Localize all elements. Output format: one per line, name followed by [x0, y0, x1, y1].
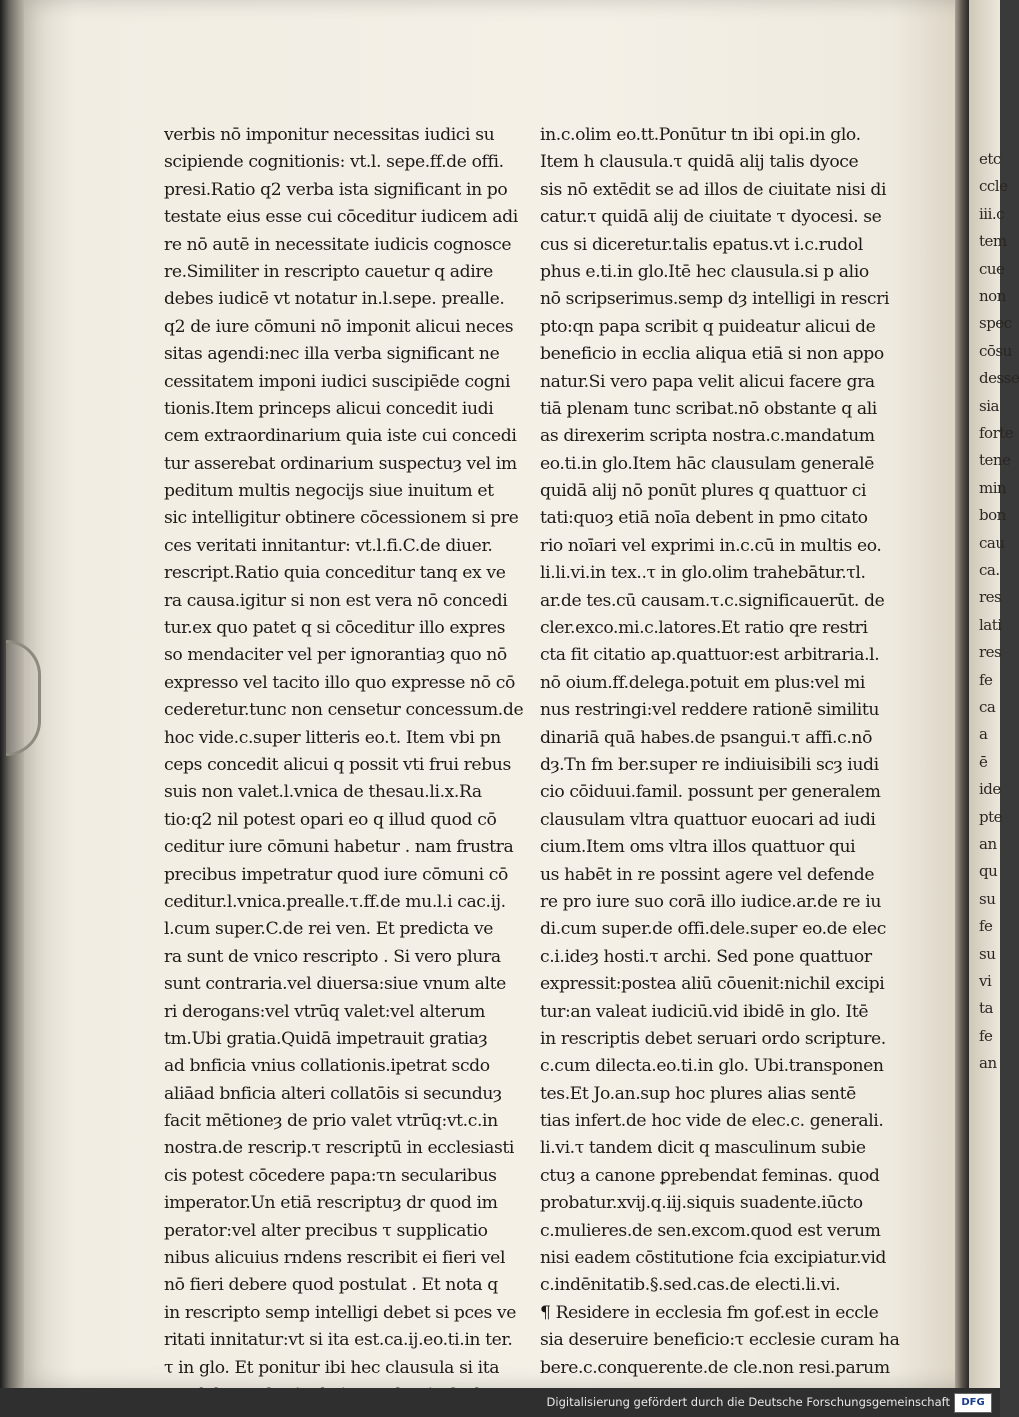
left-text-line: ri derogans:vel vtrūq valet:vel alterum [164, 1001, 486, 1022]
left-text-line: re nō autē in necessitate iudicis cognosce [164, 234, 512, 255]
left-text-line: rescript.Ratio quia conceditur tanq ex ve [164, 563, 506, 584]
right-text-line: as direxerim scripta nostra.c.mandatum [540, 426, 875, 447]
right-text-line: rio noīari vel exprimi in.c.cū in multis eo. [540, 535, 882, 556]
left-text-line: imperator.Un etiā rescriptuȝ dr quod im [164, 1193, 498, 1214]
right-text-line: in.c.olim eo.tt.Ponūtur tn ibi opi.in glo. [540, 125, 861, 145]
next-page-fragment: tene [979, 451, 1011, 470]
right-text-line: c.mulieres.de sen.excom.quod est verum [540, 1220, 881, 1241]
next-page-fragment: fe [979, 1026, 993, 1045]
right-text-line: c.i.ideȝ hosti.τ archi. Sed pone quattuor [540, 946, 872, 967]
right-text-line: ¶ Residere in ecclesia fm gof.est in eccle [540, 1302, 879, 1323]
left-text-line: suis non valet.l.vnica de thesau.li.x.Ra [164, 782, 482, 803]
next-page-fragment: an [979, 1054, 997, 1073]
right-text-line: nus restringi:vel reddere rationē similitu [540, 700, 880, 721]
next-page-fragment: ta [979, 999, 993, 1018]
left-text-line: so mendaciter vel per ignorantiaȝ quo nō [164, 645, 507, 666]
right-text-line: phus e.ti.in glo.Itē hec clausula.si p alio [540, 261, 869, 282]
right-text-line: tiā plenam tunc scribat.nō obstante q ali [540, 398, 877, 419]
next-page-fragment: qu [979, 862, 998, 881]
left-text-line: ad bnficia vnius collationis.ipetrat scdo [164, 1056, 490, 1077]
next-page-fragment: ca [979, 698, 996, 716]
funding-notice: Digitalisierung gefördert durch die Deutsche Forschungsgemeinschaft [546, 1395, 950, 1409]
left-text-line: testate eius esse cui cōceditur iudicem adi [164, 207, 518, 228]
right-text-line: pto:qn papa scribit q puideatur alicui de [540, 316, 876, 337]
book-gutter [955, 0, 969, 1388]
left-text-line: facit mētioneȝ de prio valet vtrūq:vt.c.in [164, 1111, 498, 1132]
left-text-line: tio:q2 nil potest opari eo q illud quod cō [164, 809, 497, 830]
left-text-line: nō fieri debere quod postulat . Et nota q [164, 1275, 498, 1296]
left-text-line: q2 de iure cōmuni nō imponit alicui neces [164, 316, 514, 337]
next-page-fragment: res [979, 588, 1002, 607]
next-page-fragment: iii.c [979, 204, 1005, 223]
right-text-line: c.indēnitatib.§.sed.cas.de electi.li.vi. [540, 1275, 841, 1296]
left-text-line: τ in glo. Et ponitur ibi hec clausula si ita [164, 1357, 500, 1378]
next-page-fragment: ca. [979, 561, 1000, 579]
left-text-line: presi.Ratio q2 verba ista significant in po [164, 179, 508, 200]
right-text-column [540, 122, 902, 1382]
footer-bar [0, 1388, 1000, 1417]
next-page-fragment: cau [979, 533, 1005, 552]
right-text-line: bere.c.conquerente.de cle.non resi.parum [540, 1357, 890, 1378]
right-text-line: di.cum super.de offi.dele.super eo.de elec [540, 919, 886, 940]
right-text-line: Item h clausula.τ quidā alij talis dyoce [540, 152, 859, 173]
left-text-line: ra causa.igitur si non est vera nō concedi [164, 590, 508, 611]
next-page-fragment: fe [979, 917, 993, 936]
right-text-line: re pro iure suo corā illo iudice.ar.de re iu [540, 891, 882, 912]
next-page-fragment: cue [979, 259, 1005, 278]
right-text-line: us habēt in re possint agere vel defende [540, 864, 875, 885]
right-text-line: eo.ti.in glo.Item hāc clausulam generalē [540, 453, 875, 474]
page-clip [6, 640, 41, 756]
left-text-line: ces veritati innitantur: vt.l.fi.C.de diuer. [164, 535, 493, 556]
right-text-line: ctuȝ a canone ꝑprebendat feminas. quod [540, 1165, 880, 1186]
next-page-edge [969, 0, 1019, 1388]
left-text-line: aliāad bnficia alteri collatōis si secunduȝ [164, 1083, 502, 1104]
left-text-line: scipiende cognitionis: vt.l. sepe.ff.de offi. [164, 152, 504, 173]
next-page-fragment: forte [979, 424, 1014, 442]
next-page-fragment: tem [979, 232, 1007, 251]
left-text-line: sunt contraria.vel diuersa:siue vnum alte [164, 974, 506, 995]
right-text-line: tias infert.de hoc vide de elec.c. generali. [540, 1111, 884, 1132]
left-text-line: expresso vel tacito illo quo expresse nō cō [164, 672, 515, 693]
right-text-line: dinariā quā habes.de psangui.τ affi.c.nō [540, 727, 873, 748]
right-text-line: expressit:postea aliū cōuenit:nichil excipi [540, 974, 885, 995]
right-text-line: ar.de tes.cū causam.τ.c.significauerūt. de [540, 590, 885, 611]
left-text-line: nostra.de rescrip.τ rescriptū in ecclesiasti [164, 1138, 514, 1159]
next-page-fragment: su [979, 944, 996, 963]
right-text-line: nō oium.ff.delega.potuit em plus:vel mi [540, 672, 866, 693]
left-text-line: tm.Ubi gratia.Quidā impetrauit gratiaȝ [164, 1028, 488, 1049]
next-page-fragment: desse [979, 369, 1019, 388]
next-page-fragment: min [979, 478, 1007, 497]
right-text-line: nō scripserimus.semp dȝ intelligi in rescri [540, 289, 890, 310]
right-text-line: nisi eadem cōstitutione fcia excipiatur.vid [540, 1248, 887, 1269]
right-text-line: sia deseruire beneficio:τ ecclesie curam ha [540, 1330, 900, 1351]
left-text-line: tur asserebat ordinarium suspectuȝ vel im [164, 453, 517, 474]
left-text-line: tur.ex quo patet q si cōceditur illo expres [164, 618, 506, 639]
left-text-line: nibus alicuius rndens rescribit ei fieri vel [164, 1248, 506, 1269]
right-text-line: cus si diceretur.talis epatus.vt i.c.rudol [540, 234, 863, 255]
left-text-line: verbis nō imponitur necessitas iudici su [164, 125, 495, 145]
next-page-fragment: ide [979, 780, 1001, 799]
right-text-line: tati:quoȝ etiā noīa debent in pmo citato [540, 508, 868, 529]
next-page-fragment: vi [979, 972, 992, 990]
right-text-line: natur.Si vero papa velit alicui facere gra [540, 371, 875, 392]
left-text-line: ceditur iure cōmuni habetur . nam frustra [164, 837, 514, 858]
right-text-line: tes.Et Jo.an.sup hoc plures alias sentē [540, 1083, 856, 1104]
left-text-line: ritati innitatur:vt si ita est.ca.ij.eo.ti.in ter. [164, 1330, 513, 1351]
left-text-line: cessitatem imponi iudici suscipiēde cogni [164, 371, 511, 392]
right-text-line: catur.τ quidā alij de ciuitate τ dyocesi. se [540, 207, 882, 228]
right-text-line: li.li.vi.in tex..τ in glo.olim trahebātur.τl. [540, 563, 866, 584]
left-text-line: sic intelligitur obtinere cōcessionem si pre [164, 508, 519, 529]
left-text-line: l.cum super.C.de rei ven. Et predicta ve [164, 919, 494, 940]
right-text-line: c.cum dilecta.eo.ti.in glo. Ubi.transponen [540, 1056, 884, 1077]
right-text-line: quidā alij nō ponūt plures q quattuor ci [540, 481, 867, 502]
next-page-fragment: ē [979, 752, 988, 771]
next-page-fragment: pte [979, 807, 1003, 826]
left-text-line: perator:vel alter precibus τ supplicatio [164, 1220, 488, 1241]
left-text-line: re.Similiter in rescripto cauetur q adire [164, 261, 493, 282]
next-page-fragment: ccle [979, 177, 1008, 196]
next-page-fragment: cōsu [979, 341, 1012, 360]
left-text-line: ceps concedit alicui q possit vti frui rebus [164, 754, 511, 775]
right-text-line: sis nō extēdit se ad illos de ciuitate nisi di [540, 179, 887, 200]
next-page-fragment: sia [979, 396, 999, 415]
right-text-line: li.vi.τ tandem dicit q masculinum subie [540, 1138, 866, 1159]
next-page-fragment: non [979, 287, 1006, 305]
left-text-line: ceditur.l.vnica.prealle.τ.ff.de mu.l.i cac.ij. [164, 891, 506, 912]
right-text-line: dȝ.Tn fm ber.super re indiuisibili scȝ iudi [540, 754, 879, 775]
right-text-line: probatur.xvij.q.iij.siquis suadente.iūcto [540, 1193, 863, 1214]
right-text-line: cio cōiduui.famil. possunt per generalem [540, 782, 881, 803]
left-text-line: cis potest cōcedere papa:τn secularibus [164, 1165, 497, 1186]
left-text-line: cederetur.tunc non censetur concessum.de [164, 700, 524, 721]
right-text-line: cler.exco.mi.c.latores.Et ratio qre restri [540, 618, 868, 639]
right-text-line: clausulam vltra quattuor euocari ad iudi [540, 809, 876, 830]
dfg-logo: DFG [954, 1393, 992, 1413]
right-text-line: tur:an valeat iudiciū.vid ibidē in glo. Itē [540, 1001, 869, 1022]
left-text-column [164, 122, 522, 1409]
left-text-line: precibus impetratur quod iure cōmuni cō [164, 864, 508, 885]
left-text-line: cem extraordinarium quia iste cui concedi [164, 426, 517, 447]
left-text-line: in rescripto semp intelligi debet si pces ve [164, 1302, 517, 1323]
next-page-fragment: su [979, 889, 996, 908]
book-page [18, 0, 968, 1388]
next-page-fragment: etc [979, 150, 1001, 168]
next-page-fragment: bon [979, 506, 1006, 525]
next-page-fragment: spec [979, 314, 1012, 333]
left-text-line: peditum multis negocijs siue inuitum et [164, 481, 494, 502]
right-text-line: cta fit citatio ap.quattuor:est arbitraria.l. [540, 645, 880, 666]
next-page-fragment: fe [979, 670, 993, 689]
left-text-line: ra sunt de vnico rescripto . Si vero plura [164, 946, 501, 967]
left-text-line: debes iudicē vt notatur in.l.sepe. prealle. [164, 289, 505, 310]
next-page-fragment: a [979, 725, 988, 744]
left-text-line: tionis.Item princeps alicui concedit iudi [164, 398, 494, 419]
next-page-fragment: an [979, 835, 997, 853]
left-text-line: sitas agendi:nec illa verba significant ne [164, 344, 500, 365]
right-text-line: cium.Item oms vltra illos quattuor qui [540, 837, 856, 858]
right-text-line: in rescriptis debet seruari ordo scripture. [540, 1028, 886, 1049]
left-text-line: hoc vide.c.super litteris eo.t. Item vbi pn [164, 727, 501, 748]
right-text-line: beneficio in ecclia aliqua etiā si non appo [540, 344, 884, 365]
next-page-fragment: lati [979, 615, 1002, 634]
next-page-fragment: res [979, 643, 1002, 662]
